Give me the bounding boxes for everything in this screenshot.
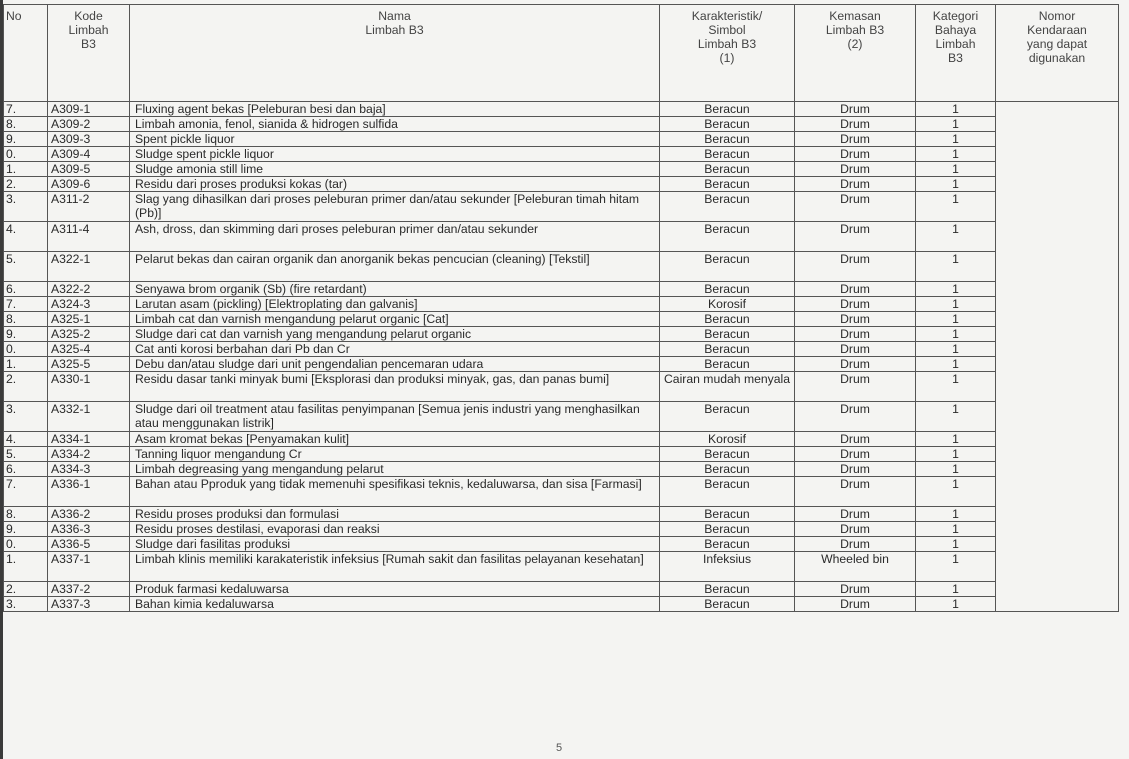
row-characteristic: Beracun <box>660 117 795 132</box>
row-category: 1 <box>916 192 996 222</box>
row-characteristic: Beracun <box>660 147 795 162</box>
page-number: 5 <box>556 742 563 754</box>
row-name: Residu dari proses produksi kokas (tar) <box>130 177 660 192</box>
row-code: A309-2 <box>48 117 130 132</box>
row-category: 1 <box>916 507 996 522</box>
table-row <box>4 132 1119 147</box>
row-no: 9. <box>4 132 48 147</box>
table-row <box>4 162 1119 177</box>
row-characteristic: Beracun <box>660 252 795 282</box>
row-code: A324-3 <box>48 297 130 312</box>
row-category: 1 <box>916 297 996 312</box>
row-code: A322-2 <box>48 282 130 297</box>
row-name: Larutan asam (pickling) [Elektroplating dan galvanis] <box>130 297 660 312</box>
row-name: Limbah amonia, fenol, sianida & hidrogen sulfida <box>130 117 660 132</box>
table-row <box>4 582 1119 597</box>
row-characteristic: Beracun <box>660 522 795 537</box>
row-no: 8. <box>4 117 48 132</box>
row-category: 1 <box>916 177 996 192</box>
row-category: 1 <box>916 402 996 432</box>
row-no: 0. <box>4 147 48 162</box>
row-name: Tanning liquor mengandung Cr <box>130 447 660 462</box>
table-row <box>4 402 1119 432</box>
row-code: A309-6 <box>48 177 130 192</box>
row-name: Cat anti korosi berbahan dari Pb dan Cr <box>130 342 660 357</box>
row-packaging: Drum <box>795 222 916 252</box>
waste-table <box>3 4 1119 612</box>
row-name: Sludge dari fasilitas produksi <box>130 537 660 552</box>
header-characteristic: Karakteristik/ Simbol Limbah B3 (1) <box>660 5 795 102</box>
row-characteristic: Beracun <box>660 282 795 297</box>
header-name: Nama Limbah B3 <box>130 5 660 102</box>
row-name: Produk farmasi kedaluwarsa <box>130 582 660 597</box>
row-packaging: Drum <box>795 327 916 342</box>
row-name: Sludge spent pickle liquor <box>130 147 660 162</box>
row-packaging: Drum <box>795 507 916 522</box>
table-row <box>4 537 1119 552</box>
row-characteristic: Cairan mudah menyala <box>660 372 795 402</box>
row-code: A322-1 <box>48 252 130 282</box>
table-row <box>4 522 1119 537</box>
table-row <box>4 432 1119 447</box>
row-name: Spent pickle liquor <box>130 132 660 147</box>
row-name: Sludge dari cat dan varnish yang mengandung pelarut organic <box>130 327 660 342</box>
row-no: 1. <box>4 357 48 372</box>
row-packaging: Drum <box>795 342 916 357</box>
row-name: Senyawa brom organik (Sb) (fire retardant) <box>130 282 660 297</box>
row-name: Debu dan/atau sludge dari unit pengendalian pencemaran udara <box>130 357 660 372</box>
row-code: A337-2 <box>48 582 130 597</box>
row-category: 1 <box>916 537 996 552</box>
row-packaging: Drum <box>795 312 916 327</box>
row-characteristic: Beracun <box>660 177 795 192</box>
row-no: 2. <box>4 372 48 402</box>
row-no: 5. <box>4 447 48 462</box>
row-characteristic: Beracun <box>660 582 795 597</box>
row-no: 7. <box>4 102 48 117</box>
row-packaging: Drum <box>795 162 916 177</box>
table-row <box>4 117 1119 132</box>
row-category: 1 <box>916 222 996 252</box>
row-packaging: Wheeled bin <box>795 552 916 582</box>
table-row <box>4 222 1119 252</box>
row-category: 1 <box>916 582 996 597</box>
row-no: 8. <box>4 507 48 522</box>
table-row <box>4 507 1119 522</box>
row-category: 1 <box>916 522 996 537</box>
row-name: Ash, dross, dan skimming dari proses peleburan primer dan/atau sekunder <box>130 222 660 252</box>
row-packaging: Drum <box>795 537 916 552</box>
row-characteristic: Korosif <box>660 432 795 447</box>
row-category: 1 <box>916 132 996 147</box>
row-category: 1 <box>916 327 996 342</box>
header-code: Kode Limbah B3 <box>48 5 130 102</box>
table-row <box>4 252 1119 282</box>
row-no: 8. <box>4 312 48 327</box>
row-code: A325-1 <box>48 312 130 327</box>
table-row <box>4 312 1119 327</box>
table-row <box>4 342 1119 357</box>
row-packaging: Drum <box>795 582 916 597</box>
row-code: A309-4 <box>48 147 130 162</box>
row-code: A334-2 <box>48 447 130 462</box>
row-characteristic: Beracun <box>660 342 795 357</box>
row-code: A325-2 <box>48 327 130 342</box>
row-packaging: Drum <box>795 402 916 432</box>
table-row <box>4 357 1119 372</box>
row-no: 3. <box>4 402 48 432</box>
table-row <box>4 297 1119 312</box>
row-code: A334-1 <box>48 432 130 447</box>
table-row <box>4 372 1119 402</box>
row-characteristic: Beracun <box>660 462 795 477</box>
row-packaging: Drum <box>795 357 916 372</box>
row-code: A309-3 <box>48 132 130 147</box>
row-packaging: Drum <box>795 117 916 132</box>
row-packaging: Drum <box>795 177 916 192</box>
row-no: 3. <box>4 192 48 222</box>
row-name: Slag yang dihasilkan dari proses peleburan primer dan/atau sekunder [Peleburan timah hitam (Pb)] <box>130 192 660 222</box>
row-no: 9. <box>4 327 48 342</box>
row-category: 1 <box>916 552 996 582</box>
row-no: 0. <box>4 537 48 552</box>
row-no: 1. <box>4 552 48 582</box>
row-name: Bahan kimia kedaluwarsa <box>130 597 660 612</box>
row-characteristic: Beracun <box>660 132 795 147</box>
table-row <box>4 552 1119 582</box>
row-code: A330-1 <box>48 372 130 402</box>
row-characteristic: Beracun <box>660 597 795 612</box>
table-row <box>4 192 1119 222</box>
row-code: A336-3 <box>48 522 130 537</box>
row-no: 5. <box>4 252 48 282</box>
row-category: 1 <box>916 432 996 447</box>
row-code: A311-4 <box>48 222 130 252</box>
row-name: Asam kromat bekas [Penyamakan kulit] <box>130 432 660 447</box>
row-category: 1 <box>916 312 996 327</box>
row-characteristic: Beracun <box>660 312 795 327</box>
row-vehicle-number <box>996 102 1119 612</box>
row-name: Bahan atau Pproduk yang tidak memenuhi spesifikasi teknis, kedaluwarsa, dan sisa [Farmasi] <box>130 477 660 507</box>
row-packaging: Drum <box>795 432 916 447</box>
row-no: 7. <box>4 297 48 312</box>
row-category: 1 <box>916 477 996 507</box>
row-code: A309-1 <box>48 102 130 117</box>
table-body <box>4 102 1119 612</box>
row-name: Residu proses destilasi, evaporasi dan reaksi <box>130 522 660 537</box>
row-code: A334-3 <box>48 462 130 477</box>
row-category: 1 <box>916 117 996 132</box>
row-packaging: Drum <box>795 132 916 147</box>
header-category: Kategori Bahaya Limbah B3 <box>916 5 996 102</box>
row-category: 1 <box>916 282 996 297</box>
row-no: 4. <box>4 222 48 252</box>
row-packaging: Drum <box>795 372 916 402</box>
table-row <box>4 462 1119 477</box>
row-category: 1 <box>916 252 996 282</box>
row-packaging: Drum <box>795 597 916 612</box>
row-characteristic: Beracun <box>660 357 795 372</box>
row-packaging: Drum <box>795 522 916 537</box>
row-name: Residu dasar tanki minyak bumi [Eksplorasi dan produksi minyak, gas, dan panas bumi] <box>130 372 660 402</box>
row-code: A336-1 <box>48 477 130 507</box>
row-code: A336-5 <box>48 537 130 552</box>
row-name: Limbah cat dan varnish mengandung pelarut organic [Cat] <box>130 312 660 327</box>
row-no: 3. <box>4 597 48 612</box>
row-characteristic: Beracun <box>660 192 795 222</box>
table-row <box>4 447 1119 462</box>
row-code: A325-5 <box>48 357 130 372</box>
row-packaging: Drum <box>795 102 916 117</box>
row-code: A325-4 <box>48 342 130 357</box>
table-row <box>4 282 1119 297</box>
row-characteristic: Beracun <box>660 162 795 177</box>
row-name: Limbah klinis memiliki karakateristik infeksius [Rumah sakit dan fasilitas pelayanan kesehatan] <box>130 552 660 582</box>
row-no: 9. <box>4 522 48 537</box>
row-no: 2. <box>4 177 48 192</box>
row-packaging: Drum <box>795 462 916 477</box>
row-packaging: Drum <box>795 297 916 312</box>
row-characteristic: Korosif <box>660 297 795 312</box>
row-name: Residu proses produksi dan formulasi <box>130 507 660 522</box>
row-characteristic: Beracun <box>660 507 795 522</box>
row-characteristic: Beracun <box>660 327 795 342</box>
row-no: 6. <box>4 462 48 477</box>
row-packaging: Drum <box>795 477 916 507</box>
row-code: A337-3 <box>48 597 130 612</box>
row-no: 6. <box>4 282 48 297</box>
row-category: 1 <box>916 342 996 357</box>
row-characteristic: Beracun <box>660 447 795 462</box>
row-category: 1 <box>916 447 996 462</box>
row-code: A311-2 <box>48 192 130 222</box>
row-category: 1 <box>916 597 996 612</box>
row-characteristic: Infeksius <box>660 552 795 582</box>
row-category: 1 <box>916 462 996 477</box>
row-category: 1 <box>916 357 996 372</box>
table-row <box>4 327 1119 342</box>
header-vehicle: Nomor Kendaraan yang dapat digunakan <box>996 5 1119 102</box>
row-code: A332-1 <box>48 402 130 432</box>
row-packaging: Drum <box>795 447 916 462</box>
row-category: 1 <box>916 147 996 162</box>
row-no: 7. <box>4 477 48 507</box>
row-name: Limbah degreasing yang mengandung pelarut <box>130 462 660 477</box>
table-row <box>4 597 1119 612</box>
row-code: A337-1 <box>48 552 130 582</box>
row-characteristic: Beracun <box>660 537 795 552</box>
table-row <box>4 147 1119 162</box>
row-name: Pelarut bekas dan cairan organik dan anorganik bekas pencucian (cleaning) [Tekstil] <box>130 252 660 282</box>
header-no: No <box>4 5 48 102</box>
row-packaging: Drum <box>795 192 916 222</box>
row-no: 2. <box>4 582 48 597</box>
table-row <box>4 177 1119 192</box>
row-no: 1. <box>4 162 48 177</box>
header-packaging: Kemasan Limbah B3 (2) <box>795 5 916 102</box>
row-packaging: Drum <box>795 282 916 297</box>
row-category: 1 <box>916 162 996 177</box>
row-category: 1 <box>916 372 996 402</box>
row-characteristic: Beracun <box>660 477 795 507</box>
table-row <box>4 477 1119 507</box>
row-no: 0. <box>4 342 48 357</box>
row-name: Sludge dari oil treatment atau fasilitas penyimpanan [Semua jenis industri yang menghasilkan atau menggunakan listrik] <box>130 402 660 432</box>
row-code: A309-5 <box>48 162 130 177</box>
row-name: Sludge amonia still lime <box>130 162 660 177</box>
row-code: A336-2 <box>48 507 130 522</box>
row-no: 4. <box>4 432 48 447</box>
table-row <box>4 102 1119 117</box>
row-packaging: Drum <box>795 252 916 282</box>
row-name: Fluxing agent bekas [Peleburan besi dan baja] <box>130 102 660 117</box>
row-characteristic: Beracun <box>660 102 795 117</box>
row-characteristic: Beracun <box>660 402 795 432</box>
row-category: 1 <box>916 102 996 117</box>
row-packaging: Drum <box>795 147 916 162</box>
row-characteristic: Beracun <box>660 222 795 252</box>
table-header <box>4 5 1119 102</box>
